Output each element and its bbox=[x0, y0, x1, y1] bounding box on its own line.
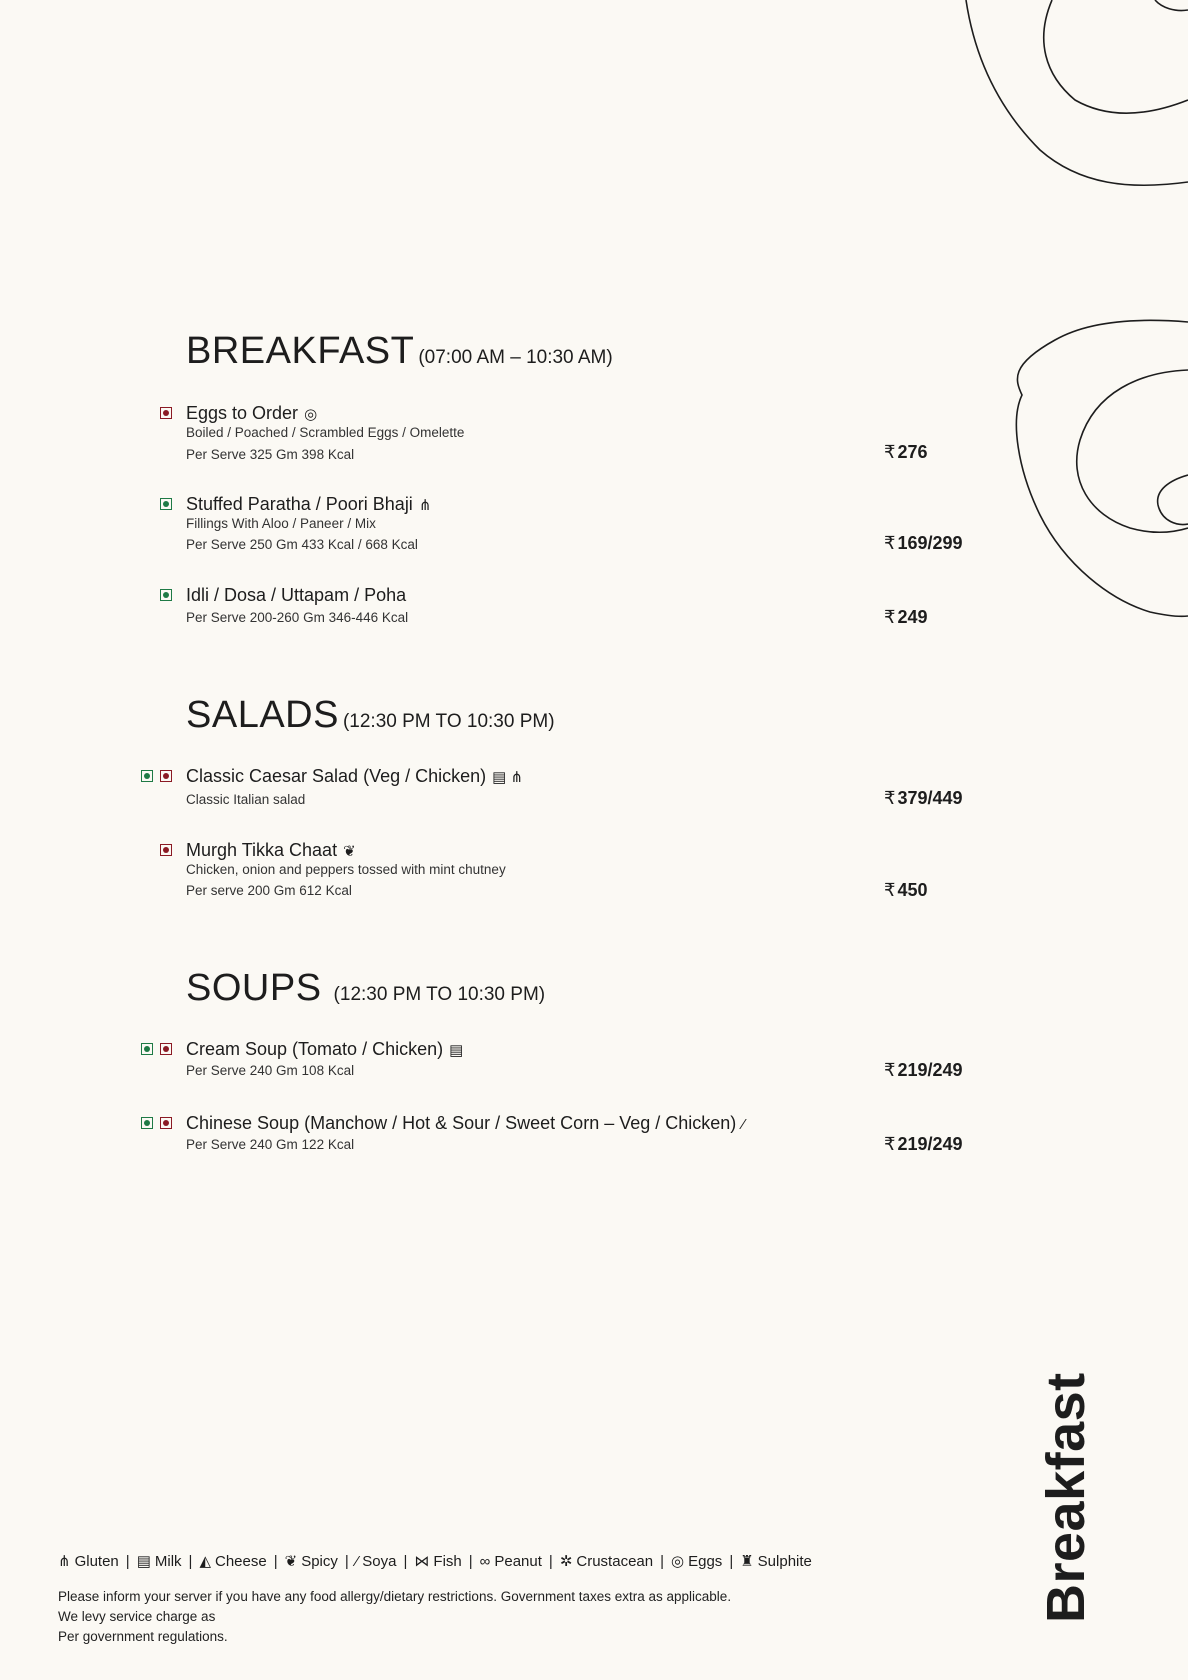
item-name: Classic Caesar Salad (Veg / Chicken) bbox=[186, 766, 487, 786]
legend-divider: | bbox=[660, 1552, 665, 1570]
rupee-symbol: ₹ bbox=[884, 442, 896, 462]
nonveg-mark-icon bbox=[160, 1117, 172, 1129]
nonveg-mark-icon bbox=[160, 407, 172, 419]
veg-mark-icon bbox=[141, 1043, 153, 1055]
item-name: Stuffed Paratha / Poori Bhaji bbox=[186, 494, 413, 514]
nonveg-mark-icon bbox=[160, 770, 172, 782]
diet-marks bbox=[141, 1043, 172, 1055]
milk-icon: ▤ bbox=[449, 1042, 464, 1059]
item-info: Per Serve 200-260 Gm 346-446 Kcal bbox=[186, 610, 409, 625]
diet-marks bbox=[160, 589, 172, 601]
section-title: SALADS bbox=[186, 694, 339, 736]
section-header bbox=[186, 694, 555, 737]
footer-service-note: We levy service charge as bbox=[58, 1609, 216, 1624]
sulphite-icon: ♜ bbox=[740, 1553, 754, 1570]
rupee-symbol: ₹ bbox=[884, 880, 896, 900]
legend-item: ▤ Milk bbox=[136, 1552, 182, 1570]
soya-icon: ⁄ bbox=[355, 1552, 359, 1570]
item-description: Fillings With Aloo / Paneer / Mix bbox=[186, 516, 376, 531]
allergen-legend bbox=[58, 1552, 812, 1570]
diet-marks bbox=[160, 844, 172, 856]
legend-item: ⋔ Gluten bbox=[58, 1552, 119, 1570]
rupee-symbol: ₹ bbox=[884, 1060, 896, 1080]
section-header bbox=[186, 967, 545, 1010]
legend-divider: | bbox=[729, 1552, 734, 1570]
item-price: ₹ 219/249 bbox=[884, 1060, 963, 1080]
item-info: Per serve 200 Gm 612 Kcal bbox=[186, 883, 352, 898]
legend-divider: | bbox=[403, 1552, 408, 1570]
item-info: Per Serve 325 Gm 398 Kcal bbox=[186, 447, 355, 462]
legend-divider: | bbox=[125, 1552, 130, 1570]
diet-marks bbox=[141, 1117, 172, 1129]
legend-item: ⋈ Fish bbox=[414, 1552, 462, 1570]
item-price: ₹ 276 bbox=[884, 442, 928, 462]
item-name: Eggs to Order bbox=[186, 403, 299, 423]
legend-divider: | bbox=[468, 1552, 473, 1570]
legend-item: ⁄ Soya bbox=[355, 1552, 397, 1570]
eggs-icon: ◎ bbox=[671, 1553, 685, 1570]
legend-item: ◭ Cheese bbox=[199, 1552, 267, 1570]
item-price: ₹ 249 bbox=[884, 607, 928, 627]
rupee-symbol: ₹ bbox=[884, 1134, 896, 1154]
crustacean-icon: ✲ bbox=[559, 1553, 573, 1570]
peanut-icon: ∞ bbox=[479, 1552, 491, 1570]
item-info: Classic Italian salad bbox=[186, 792, 306, 807]
nonveg-mark-icon bbox=[160, 844, 172, 856]
veg-mark-icon bbox=[141, 1117, 153, 1129]
gluten-icon: ⋔ bbox=[418, 497, 432, 514]
diet-marks bbox=[141, 770, 172, 782]
section-title: SOUPS bbox=[186, 967, 322, 1009]
item-price: ₹ 169/299 bbox=[884, 533, 963, 553]
item-price: ₹ 219/249 bbox=[884, 1134, 963, 1154]
spicy-icon: ❦ bbox=[343, 843, 356, 860]
section-title: BREAKFAST bbox=[186, 330, 415, 372]
eggs-icon: ◎ bbox=[304, 406, 318, 423]
section-header bbox=[186, 330, 613, 373]
rupee-symbol: ₹ bbox=[884, 533, 896, 553]
soya-icon: ⁄ bbox=[742, 1116, 745, 1133]
item-info: Per Serve 250 Gm 433 Kcal / 668 Kcal bbox=[186, 537, 418, 552]
diet-marks bbox=[160, 407, 172, 419]
item-name: Murgh Tikka Chaat bbox=[186, 840, 338, 860]
footer-regulation-note: Per government regulations. bbox=[58, 1629, 228, 1644]
rupee-symbol: ₹ bbox=[884, 788, 896, 808]
item-info: Per Serve 240 Gm 108 Kcal bbox=[186, 1063, 355, 1078]
spicy-icon: ❦ bbox=[284, 1553, 298, 1570]
veg-mark-icon bbox=[141, 770, 153, 782]
side-title: Breakfast bbox=[1036, 1372, 1096, 1623]
section-time: (12:30 PM TO 10:30 PM) bbox=[342, 711, 555, 732]
legend-item: ∞ Peanut bbox=[479, 1552, 542, 1570]
cheese-icon: ◭ bbox=[199, 1553, 211, 1570]
legend-divider: | bbox=[344, 1552, 349, 1570]
milk-gluten-icon: ▤ ⋔ bbox=[492, 769, 524, 786]
nonveg-mark-icon bbox=[160, 1043, 172, 1055]
legend-divider: | bbox=[188, 1552, 193, 1570]
item-price: ₹ 379/449 bbox=[884, 788, 963, 808]
item-description: Boiled / Poached / Scrambled Eggs / Omelette bbox=[186, 425, 465, 440]
legend-divider: | bbox=[548, 1552, 553, 1570]
legend-item: ❦ Spicy bbox=[284, 1552, 338, 1570]
milk-icon: ▤ bbox=[136, 1553, 151, 1570]
item-price: ₹ 450 bbox=[884, 880, 928, 900]
legend-item: ♜ Sulphite bbox=[740, 1552, 812, 1570]
gluten-icon: ⋔ bbox=[58, 1553, 71, 1570]
item-name: Chinese Soup (Manchow / Hot & Sour / Sweet Corn – Veg / Chicken) bbox=[186, 1113, 737, 1133]
footer-notes bbox=[58, 1587, 731, 1647]
veg-mark-icon bbox=[160, 498, 172, 510]
section-time: (07:00 AM – 10:30 AM) bbox=[418, 347, 613, 368]
item-name: Cream Soup (Tomato / Chicken) bbox=[186, 1039, 444, 1059]
legend-divider: | bbox=[273, 1552, 278, 1570]
rupee-symbol: ₹ bbox=[884, 607, 896, 627]
item-info: Per Serve 240 Gm 122 Kcal bbox=[186, 1137, 355, 1152]
legend-item: ◎ Eggs bbox=[671, 1552, 723, 1570]
veg-mark-icon bbox=[160, 589, 172, 601]
item-name: Idli / Dosa / Uttapam / Poha bbox=[186, 585, 407, 605]
footer-allergy-note: Please inform your server if you have any food allergy/dietary restrictions. Government taxes extra as applicable. bbox=[58, 1589, 732, 1604]
fish-icon: ⋈ bbox=[414, 1553, 430, 1570]
item-description: Chicken, onion and peppers tossed with mint chutney bbox=[186, 862, 506, 877]
diet-marks bbox=[160, 498, 172, 510]
section-time: (12:30 PM TO 10:30 PM) bbox=[333, 984, 546, 1005]
legend-item: ✲ Crustacean bbox=[559, 1552, 654, 1570]
